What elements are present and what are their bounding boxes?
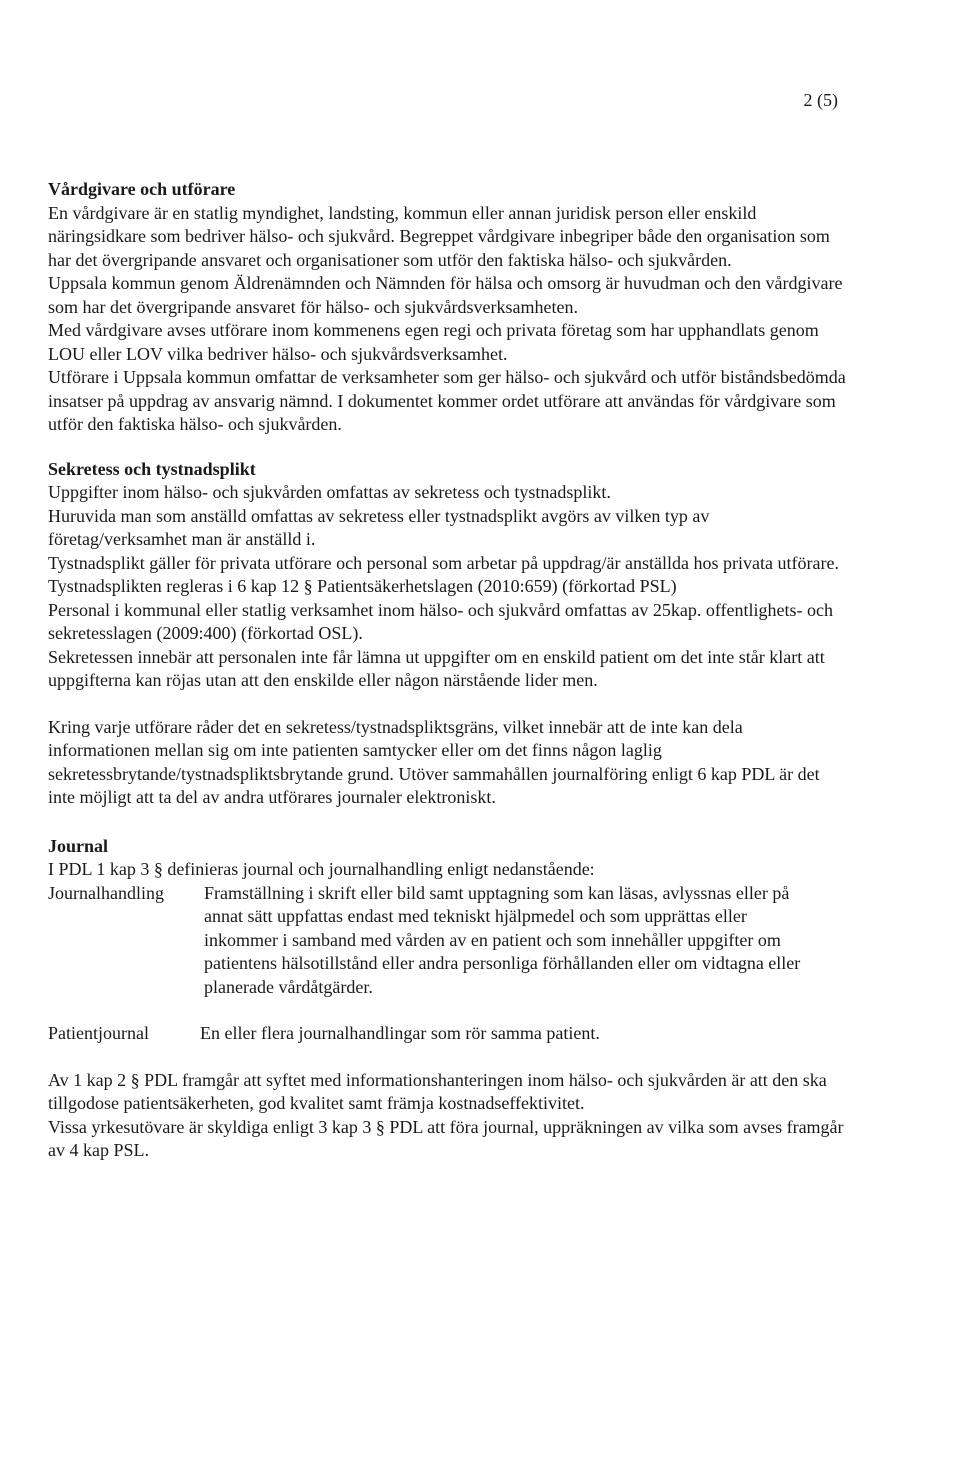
section-heading-journal: Journal	[48, 835, 109, 856]
paragraph: Personal i kommunal eller statlig verksamhet inom hälso- och sjukvård omfattas av 25kap. offentlighets- och sekretesslagen (2009:400) (förkortad OSL).	[48, 599, 833, 643]
journal-intro: I PDL 1 kap 3 § definieras journal och journalhandling enligt nedanstående:	[48, 859, 595, 879]
document-body	[48, 178, 848, 1163]
paragraph: Utförare i Uppsala kommun omfattar de verksamheter som ger hälso- och sjukvård och utför biståndsbedömda insatser på uppdrag av ansvarig nämnd. I dokumentet kommer ordet utförare att användas för vårdgivare som utför den faktiska hälso- och sjukvården.	[48, 367, 846, 434]
paragraph: Sekretessen innebär att personalen inte får lämna ut uppgifter om en enskild patient om det inte står klart att uppgifterna kan röjas utan att den enskilde eller någon närstående lider men.	[48, 646, 825, 690]
page-number: 2 (5)	[803, 90, 838, 110]
definition-term: Journalhandling	[48, 882, 164, 903]
section-sekretess	[48, 458, 848, 810]
paragraph: Tystnadsplikt gäller för privata utförare och personal som arbetar på uppdrag/är anställda hos privata utförare. Tystnadsplikten regleras i 6 kap 12 § Patientsäkerhetslagen (2010:659) (förkortad PSL)	[48, 552, 839, 596]
paragraph: Av 1 kap 2 § PDL framgår att syftet med informationshanteringen inom hälso- och sjukvården är att den ska tillgodose patientsäkerheten, god kvalitet samt främja kostnadseffektivitet.	[48, 1069, 827, 1113]
section-journal	[48, 835, 848, 1163]
paragraph: Kring varje utförare råder det en sekretess/tystnadspliktsgräns, vilket innebär att de inte kan dela informationen mellan sig om inte patienten samtycker eller om det finns någon laglig sekretessbrytande/tystnadspliktsbrytande grund. Utöver sammahållen journalföring enligt 6 kap PDL är det inte möjligt att ta del av andra utförares journaler elektroniskt.	[48, 716, 820, 807]
definition-description: En eller flera journalhandlingar som rör samma patient.	[200, 1023, 600, 1043]
definition-patientjournal	[48, 1022, 848, 1046]
paragraph: Huruvida man som anställd omfattas av sekretess eller tystnadsplikt avgörs av vilken typ av företag/verksamhet man är anställd i.	[48, 505, 710, 549]
section-heading-sekretess: Sekretess och tystnadsplikt	[48, 458, 256, 479]
paragraph: Med vårdgivare avses utförare inom kommenens egen regi och privata företag som har upphandlats genom LOU eller LOV vilka bedriver hälso- och sjukvårdsverksamhet.	[48, 320, 819, 364]
section-heading-vardgivare: Vårdgivare och utförare	[48, 179, 236, 199]
paragraph: Uppsala kommun genom Äldrenämnden och Nämnden för hälsa och omsorg är huvudman och den vårdgivare som har det övergripande ansvaret för hälso- och sjukvårdsverksamheten.	[48, 273, 843, 317]
paragraph: En vårdgivare är en statlig myndighet, landsting, kommun eller annan juridisk person eller enskild näringsidkare som bedriver hälso- och sjukvård. Begreppet vårdgivare inbegriper både den organisation som har det övergripande ansvaret och organisationer som utför den faktiska hälso- och sjukvården.	[48, 202, 830, 270]
definition-term: Patientjournal	[48, 1023, 149, 1043]
paragraph: Vissa yrkesutövare är skyldiga enligt 3 kap 3 § PDL att föra journal, uppräkningen av vilka som avses framgår av 4 kap PSL.	[48, 1116, 844, 1160]
definition-journalhandling	[48, 882, 848, 1000]
section-vardgivare	[48, 178, 848, 437]
definition-description: Framställning i skrift eller bild samt upptagning som kan läsas, avlyssnas eller på annat sätt uppfattas endast med tekniskt hjälpmedel och som upprättas eller inkommer i samband med vården av en patient och som innehåller uppgifter om patientens hälsotillstånd eller andra personliga förhållanden eller om vidtagna eller planerade vårdåtgärder.	[204, 882, 801, 997]
paragraph: Uppgifter inom hälso- och sjukvården omfattas av sekretess och tystnadsplikt.	[48, 482, 611, 502]
